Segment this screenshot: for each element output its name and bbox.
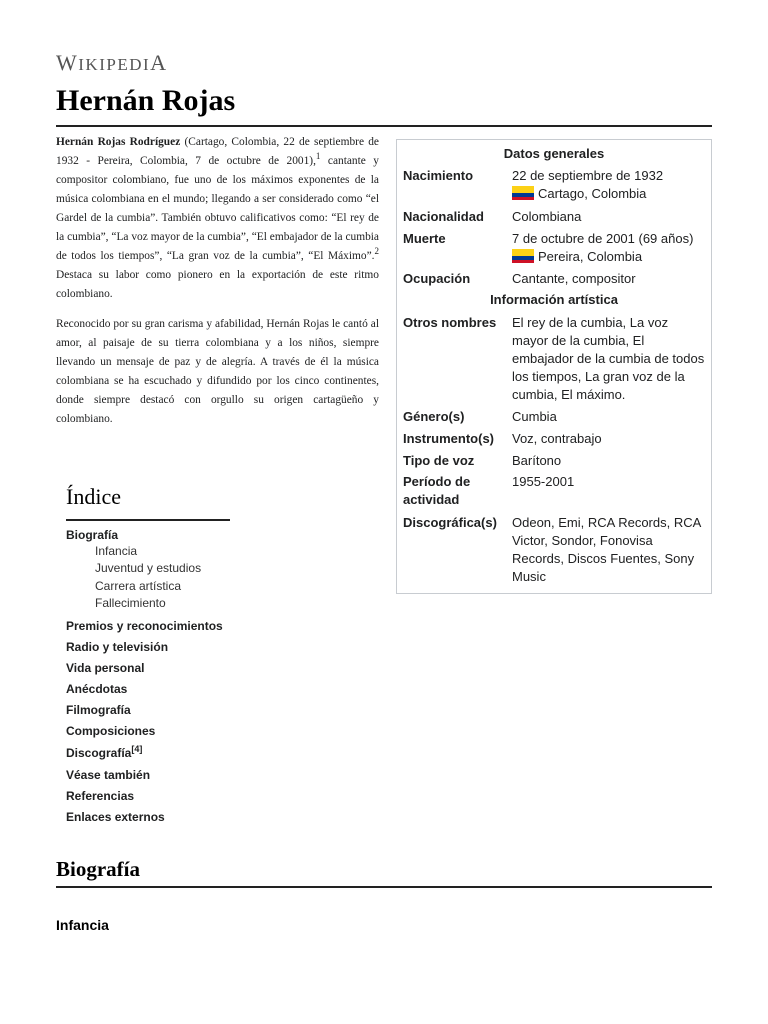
- wikipedia-logo[interactable]: [56, 50, 168, 76]
- birth-place: [512, 185, 707, 203]
- birth-place-link[interactable]: Cartago, Colombia: [538, 186, 647, 201]
- page-title: Hernán Rojas: [56, 84, 236, 117]
- infobox-label: Tipo de voz: [403, 453, 475, 468]
- infobox-label: Género(s): [403, 409, 465, 424]
- infobox-label: Nacimiento: [403, 168, 474, 183]
- toc-item-vease[interactable]: Véase también: [66, 768, 151, 782]
- flag-stripe-yellow: [512, 186, 534, 193]
- death-place: [512, 248, 707, 266]
- toc-item-discografia[interactable]: [66, 746, 142, 760]
- logo-letter-a: A: [150, 50, 168, 75]
- infobox-value: 1955-2001: [512, 474, 575, 489]
- infobox-value: Cantante, compositor: [512, 271, 636, 286]
- toc-item-enlaces[interactable]: Enlaces externos: [66, 810, 165, 824]
- flag-stripe-red: [512, 197, 534, 201]
- section-heading-biografia: Biografía: [56, 857, 140, 881]
- infobox-value: Colombiana: [512, 209, 582, 224]
- title-divider: [56, 125, 712, 127]
- infobox: [396, 139, 712, 594]
- toc-item-infancia[interactable]: Infancia: [95, 544, 138, 558]
- colombia-flag-icon: [512, 186, 534, 200]
- infobox-label: Ocupación: [403, 271, 471, 286]
- lead-section: [56, 133, 379, 440]
- lead-text-c: Destaca su labor como pionero en la exportación de este ritmo colombiano.: [56, 269, 379, 300]
- infobox-value[interactable]: Barítono: [512, 453, 562, 468]
- logo-letters: IKIPEDI: [78, 55, 151, 74]
- toc-item-composiciones[interactable]: Composiciones: [66, 724, 156, 738]
- toc-item-fallecimiento[interactable]: Fallecimiento: [95, 596, 166, 610]
- infobox-label: Discográfica(s): [403, 515, 497, 530]
- toc-item-radio[interactable]: Radio y televisión: [66, 640, 169, 654]
- toc-item-juventud[interactable]: Juventud y estudios: [95, 561, 202, 575]
- reference-2[interactable]: 2: [374, 246, 379, 256]
- infobox-label: Otros nombres: [403, 315, 497, 330]
- toc-divider: [66, 519, 230, 521]
- infobox-value[interactable]: Cumbia: [512, 409, 557, 424]
- toc-item-carrera[interactable]: Carrera artística: [95, 579, 182, 593]
- lead-text-b: cantante y compositor colombiano, fue uno de los máximos exponentes de la música colombiana en el mundo; llegando a ser considerado como “el Gardel de la cumbia”. También obtuvo calificativos como: “El rey de la cumbia”, “La voz mayor de la cumbia”, “El embajador de la cumbia de todos los tiempos”, “La gran voz de la cumbia”, “El Máximo”.: [56, 155, 379, 262]
- infobox-label: Período de actividad: [403, 474, 471, 507]
- toc-item-label: Discografía: [66, 746, 132, 760]
- infobox-value: Odeon, Emi, RCA Records, RCA Victor, Sondor, Fonovisa Records, Discos Fuentes, Sony Music: [512, 515, 701, 584]
- toc-title: Índice: [66, 484, 121, 509]
- toc-item-anecdotas[interactable]: Anécdotas: [66, 682, 128, 696]
- infobox-value: [512, 230, 707, 266]
- infobox-label: Instrumento(s): [403, 431, 494, 446]
- lead-paragraph-2: Reconocido por su gran carisma y afabilidad, Hernán Rojas le cantó al amor, al paisaje de su tierra colombiana y a los niños, siempre llevando un mensaje de paz y de alegría. A través de él la música colombiana se ha escuchado y difundido por los cinco continentes, donde siempre destacó con orgullo su origen cartagüeño y colombiano.: [56, 318, 379, 425]
- colombia-flag-icon: [512, 249, 534, 263]
- toc-item-vida-personal[interactable]: Vida personal: [66, 661, 145, 675]
- infobox-value: Voz, contrabajo: [512, 431, 602, 446]
- infobox-label: Nacionalidad: [403, 209, 484, 224]
- logo-letter-w: W: [56, 50, 79, 75]
- toc-item-referencias[interactable]: Referencias: [66, 789, 135, 803]
- infobox-value: [512, 167, 707, 203]
- infobox-header-artistic: Información artística: [490, 292, 618, 307]
- infobox-value: El rey de la cumbia, La voz mayor de la cumbia, El embajador de la cumbia de todos los tiempos, La gran voz de la cumbia, El máximo.: [512, 315, 705, 402]
- subject-name: Hernán Rojas Rodríguez: [56, 136, 181, 148]
- toc-reference[interactable]: [4]: [131, 744, 143, 754]
- section-divider: [56, 886, 712, 888]
- birth-date[interactable]: 22 de septiembre de 1932: [512, 168, 664, 183]
- flag-stripe-yellow: [512, 249, 534, 256]
- toc-item-premios[interactable]: Premios y reconocimientos: [66, 619, 223, 633]
- toc-item-filmografia[interactable]: Filmografía: [66, 703, 131, 717]
- infobox-header-general: Datos generales: [503, 146, 605, 161]
- death-place-link[interactable]: Pereira, Colombia: [538, 249, 643, 264]
- subsection-heading-infancia: Infancia: [56, 917, 109, 933]
- toc-item-biografia[interactable]: Biografía: [66, 528, 119, 542]
- death-date[interactable]: 7 de octubre de 2001 (69 años): [512, 231, 694, 246]
- flag-stripe-red: [512, 260, 534, 264]
- lead-paragraph-1: [56, 133, 379, 304]
- lead-text-a: (Cartago, Colombia, 22 de septiembre de 1932 - Pereira, Colombia, 7 de octubre de 2001),: [56, 136, 379, 167]
- infobox-label: Muerte: [403, 231, 446, 246]
- reference-1[interactable]: 1: [315, 151, 321, 161]
